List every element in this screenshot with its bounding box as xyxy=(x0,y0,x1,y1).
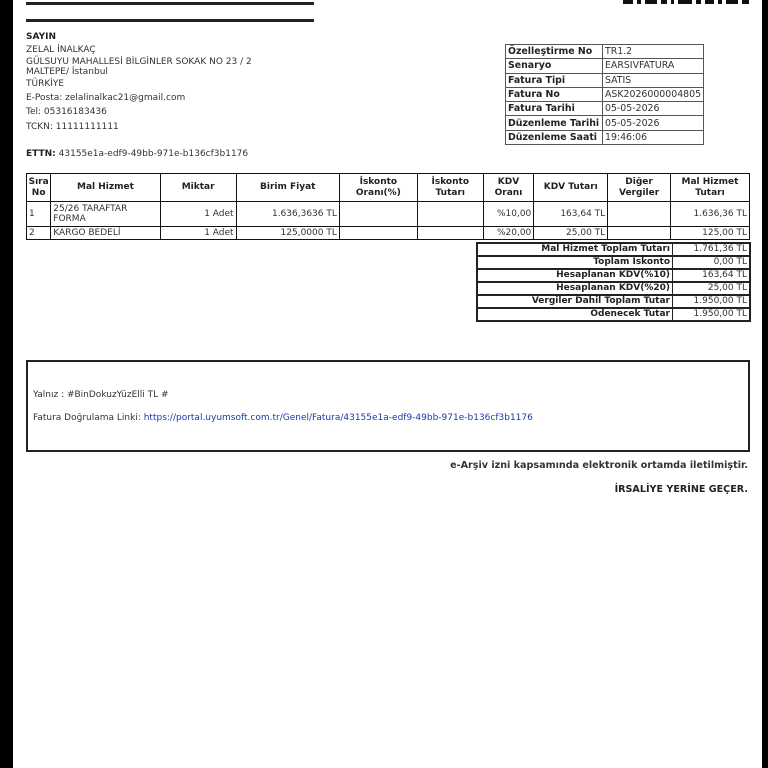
table-cell: %20,00 xyxy=(483,227,534,240)
meta-value: 05-05-2026 xyxy=(603,116,704,130)
verification-label: Fatura Doğrulama Linki: xyxy=(33,413,144,423)
total-value: 0,00 TL xyxy=(673,256,751,269)
meta-label: Düzenleme Saati xyxy=(506,130,603,144)
notes-box xyxy=(26,360,750,452)
total-label: Mal Hizmet Toplam Tutarı xyxy=(477,243,673,256)
items-table xyxy=(26,173,750,240)
total-label: Ödenecek Tutar xyxy=(477,308,673,321)
column-header: Mal Hizmet Tutarı xyxy=(670,174,749,202)
table-cell: 163,64 TL xyxy=(534,202,608,227)
meta-row xyxy=(506,73,704,87)
total-value: 1.950,00 TL xyxy=(673,295,751,308)
amount-in-words: Yalnız : #BinDokuzYüzElli TL # xyxy=(33,390,169,400)
table-cell: 1.636,3636 TL xyxy=(236,202,339,227)
ettn-value: 43155e1a-edf9-49bb-971e-b136cf3b1176 xyxy=(58,149,249,159)
table-cell xyxy=(417,227,483,240)
buyer-address-line2: MALTEPE/ İstanbul xyxy=(26,66,108,77)
table-cell xyxy=(417,202,483,227)
meta-label: Senaryo xyxy=(506,59,603,73)
column-header: Birim Fiyat xyxy=(236,174,339,202)
total-value: 1.950,00 TL xyxy=(673,308,751,321)
earsiv-notice: e-Arşiv izni kapsamında elektronik ortamda iletilmiştir. xyxy=(450,460,748,471)
table-cell: 25/26 TARAFTAR FORMA xyxy=(51,202,160,227)
total-row xyxy=(477,295,750,308)
total-value: 25,00 TL xyxy=(673,282,751,295)
verification-line xyxy=(33,413,533,423)
meta-label: Fatura Tarihi xyxy=(506,102,603,116)
total-value: 163,64 TL xyxy=(673,269,751,282)
meta-row xyxy=(506,116,704,130)
total-value: 1.761,36 TL xyxy=(673,243,751,256)
table-cell: 1 xyxy=(27,202,51,227)
table-cell: 1 Adet xyxy=(160,202,236,227)
top-divider-2 xyxy=(26,19,314,22)
total-label: Hesaplanan KDV(%10) xyxy=(477,269,673,282)
total-label: Vergiler Dahil Toplam Tutar xyxy=(477,295,673,308)
buyer-block xyxy=(26,31,252,133)
total-row xyxy=(477,282,750,295)
table-row xyxy=(27,202,750,227)
meta-row xyxy=(506,87,704,101)
meta-label: Fatura Tipi xyxy=(506,73,603,87)
meta-value: SATIS xyxy=(603,73,704,87)
table-cell: 1.636,36 TL xyxy=(670,202,749,227)
ettn-label: ETTN: xyxy=(26,149,56,159)
invoice-meta-table xyxy=(505,44,704,145)
meta-value: 19:46:06 xyxy=(603,130,704,144)
total-label: Toplam İskonto xyxy=(477,256,673,269)
buyer-heading: SAYIN xyxy=(26,32,56,42)
meta-label: Fatura No xyxy=(506,87,603,101)
meta-value: 05-05-2026 xyxy=(603,102,704,116)
table-cell xyxy=(339,202,417,227)
meta-row xyxy=(506,102,704,116)
meta-value: TR1.2 xyxy=(603,45,704,59)
table-cell: 125,00 TL xyxy=(670,227,749,240)
buyer-tckn: TCKN: 11111111111 xyxy=(26,121,119,132)
column-header: İskonto Tutarı xyxy=(417,174,483,202)
total-row xyxy=(477,308,750,321)
column-header: KDV Oranı xyxy=(483,174,534,202)
meta-row xyxy=(506,59,704,73)
buyer-country: TÜRKİYE xyxy=(26,79,65,89)
buyer-email: E-Posta: zelalinalkac21@gmail.com xyxy=(26,92,186,103)
verification-link[interactable]: https://portal.uyumsoft.com.tr/Genel/Fatura/43155e1a-edf9-49bb-971e-b136cf3b1176 xyxy=(143,413,533,423)
ettn-line xyxy=(26,149,248,159)
table-cell: 125,0000 TL xyxy=(236,227,339,240)
waybill-notice: İRSALİYE YERİNE GEÇER. xyxy=(614,484,748,495)
meta-value: ASK2026000004805 xyxy=(603,87,704,101)
column-header: Diğer Vergiler xyxy=(608,174,671,202)
column-header: Mal Hizmet xyxy=(51,174,160,202)
buyer-name: ZELAL İNALKAÇ xyxy=(26,44,96,55)
total-row xyxy=(477,269,750,282)
meta-row xyxy=(506,45,704,59)
table-cell: %10,00 xyxy=(483,202,534,227)
table-cell: 25,00 TL xyxy=(534,227,608,240)
meta-row xyxy=(506,130,704,144)
table-cell xyxy=(608,227,671,240)
column-header: İskonto Oranı(%) xyxy=(339,174,417,202)
column-header: Sıra No xyxy=(27,174,51,202)
top-divider-1 xyxy=(26,2,314,5)
column-header: KDV Tutarı xyxy=(534,174,608,202)
items-header-row xyxy=(27,174,750,202)
buyer-phone: Tel: 05316183436 xyxy=(26,107,107,117)
total-row xyxy=(477,243,750,256)
column-header: Miktar xyxy=(160,174,236,202)
meta-label: Özelleştirme No xyxy=(506,45,603,59)
invoice-page xyxy=(13,0,762,768)
meta-value: EARSIVFATURA xyxy=(603,59,704,73)
buyer-address-line1: GÜLSUYU MAHALLESİ BİLGİNLER SOKAK NO 23 / 2 xyxy=(26,57,252,67)
table-row xyxy=(27,227,750,240)
table-cell xyxy=(608,202,671,227)
totals-table xyxy=(476,242,751,322)
meta-label: Düzenleme Tarihi xyxy=(506,116,603,130)
table-cell xyxy=(339,227,417,240)
table-cell: KARGO BEDELİ xyxy=(51,227,160,240)
qr-code-fragment xyxy=(623,0,751,6)
table-cell: 1 Adet xyxy=(160,227,236,240)
table-cell: 2 xyxy=(27,227,51,240)
total-row xyxy=(477,256,750,269)
total-label: Hesaplanan KDV(%20) xyxy=(477,282,673,295)
